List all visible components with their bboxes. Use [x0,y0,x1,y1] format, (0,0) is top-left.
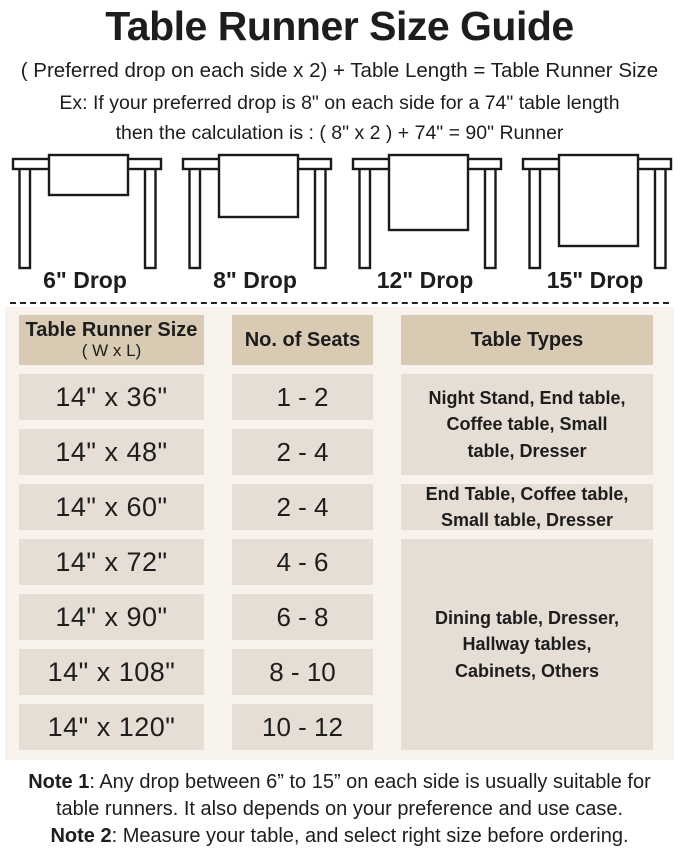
page-title: Table Runner Size Guide [105,3,574,49]
table-with-runner-icon [340,152,510,266]
note-label: Note 1 [28,771,90,793]
size-cell: 14" x 108" [19,649,204,695]
drop-illustrations [0,152,679,294]
header-runner-size [19,315,204,365]
seats-cell: 4 - 6 [232,539,373,585]
note-1 [4,769,675,823]
table-types-cell-3: Dining table, Dresser, Hallway tables, Cabinets, Others [401,539,653,750]
drop-label: 8" Drop [213,267,297,293]
drop-figure-4 [510,152,680,294]
size-table [19,315,660,750]
note-text: : Any drop between 6” to 15” on each side is usually suitable for table runners. It also depends on your preference and use case. [55,771,651,820]
drop-label: 15" Drop [546,267,644,293]
dashed-divider [10,302,669,304]
seats-cell: 1 - 2 [232,374,373,420]
note-label: Note 2 [50,825,112,847]
table-types-cell-2: End Table, Coffee table, Small table, Dresser [401,484,653,530]
seats-cell: 2 - 4 [232,429,373,475]
size-cell: 14" x 120" [19,704,204,750]
drop-figure-1 [0,152,170,294]
drop-figure-3 [340,152,510,294]
table-types-cell-1: Night Stand, End table, Coffee table, Small table, Dresser [401,374,653,475]
size-cell: 14" x 48" [19,429,204,475]
table-with-runner-icon [0,152,170,266]
example-line-1: Ex: If your preferred drop is 8" on each side for a 74" table length [59,92,620,114]
seats-cell: 6 - 8 [232,594,373,640]
note-2 [4,823,675,850]
table-with-runner-icon [510,152,680,266]
size-cell: 14" x 60" [19,484,204,530]
note-text: : Measure your table, and select right size before ordering. [111,825,629,847]
size-table-panel [5,307,674,760]
example-line-2: then the calculation is : ( 8" x 2 ) + 74" = 90" Runner [115,122,564,144]
seats-cell: 10 - 12 [232,704,373,750]
formula-text: ( Preferred drop on each side x 2) + Table Length = Table Runner Size [20,59,659,82]
header-runner-size-sub: ( W x L) [81,341,142,361]
table-with-runner-icon [170,152,340,266]
drop-label: 12" Drop [376,267,474,293]
size-cell: 14" x 90" [19,594,204,640]
header-no-of-seats: No. of Seats [232,315,373,365]
size-cell: 14" x 36" [19,374,204,420]
drop-label: 6" Drop [43,267,127,293]
drop-figure-2 [170,152,340,294]
header-runner-size-title: Table Runner Size [25,319,198,342]
seats-cell: 8 - 10 [232,649,373,695]
size-cell: 14" x 72" [19,539,204,585]
seats-cell: 2 - 4 [232,484,373,530]
header-table-types: Table Types [401,315,653,365]
notes-section [0,769,679,850]
